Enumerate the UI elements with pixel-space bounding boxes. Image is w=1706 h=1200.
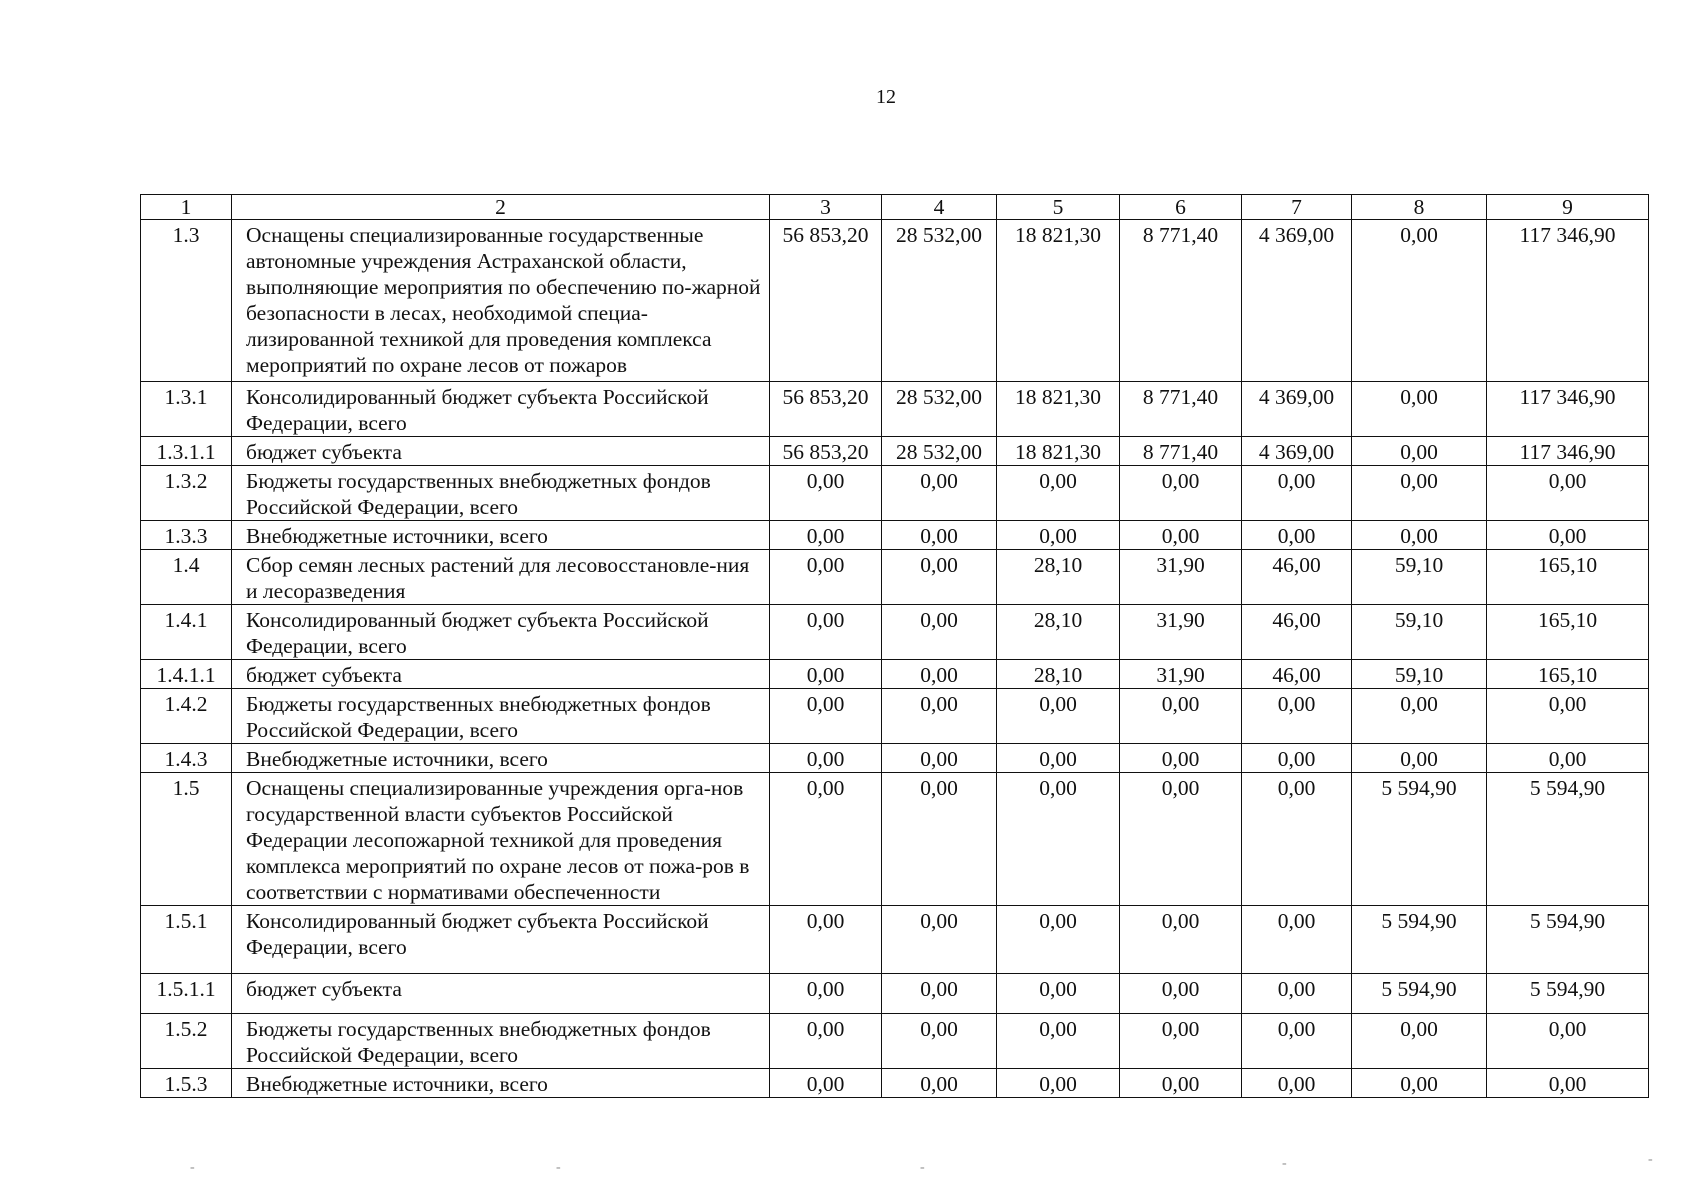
row-value-col-3: 56 853,20 (770, 437, 882, 466)
row-value-col-4: 0,00 (882, 660, 997, 689)
row-description: Оснащены специализированные государственные автономные учреждения Астраханской области, выполняющие мероприятия по обеспечению по-жарной безопасности в лесах, необходимой специа-лизированной техникой для проведения комплекса мероприятий по охране лесов от пожаров (232, 220, 770, 382)
row-value-col-8: 0,00 (1352, 437, 1487, 466)
row-description: бюджет субъекта (232, 974, 770, 1014)
row-value-col-9: 0,00 (1487, 466, 1649, 521)
row-value-col-6: 31,90 (1120, 605, 1242, 660)
row-code: 1.3.1.1 (141, 437, 232, 466)
table-row (141, 1069, 1649, 1098)
row-value-col-6: 0,00 (1120, 689, 1242, 744)
row-value-col-9: 0,00 (1487, 744, 1649, 773)
row-description: Сбор семян лесных растений для лесовосстановле-ния и лесоразведения (232, 550, 770, 605)
row-value-col-7: 4 369,00 (1242, 220, 1352, 382)
row-value-col-4: 0,00 (882, 773, 997, 906)
row-value-col-9: 165,10 (1487, 605, 1649, 660)
table-row (141, 773, 1649, 906)
row-value-col-5: 0,00 (997, 974, 1120, 1014)
row-code: 1.4.3 (141, 744, 232, 773)
row-value-col-8: 0,00 (1352, 1014, 1487, 1069)
row-value-col-4: 28 532,00 (882, 382, 997, 437)
row-value-col-7: 0,00 (1242, 1069, 1352, 1098)
row-value-col-7: 0,00 (1242, 744, 1352, 773)
column-header: 3 (770, 195, 882, 220)
row-value-col-8: 59,10 (1352, 605, 1487, 660)
row-value-col-8: 0,00 (1352, 521, 1487, 550)
row-value-col-4: 0,00 (882, 466, 997, 521)
row-description: Внебюджетные источники, всего (232, 744, 770, 773)
row-value-col-8: 59,10 (1352, 550, 1487, 605)
row-value-col-4: 0,00 (882, 1069, 997, 1098)
row-value-col-6: 0,00 (1120, 773, 1242, 906)
row-code: 1.4.2 (141, 689, 232, 744)
row-value-col-8: 0,00 (1352, 220, 1487, 382)
row-value-col-7: 46,00 (1242, 550, 1352, 605)
table-row (141, 466, 1649, 521)
row-code: 1.4.1 (141, 605, 232, 660)
table-row (141, 220, 1649, 382)
row-value-col-5: 0,00 (997, 521, 1120, 550)
row-value-col-3: 0,00 (770, 605, 882, 660)
table-row (141, 1014, 1649, 1069)
row-value-col-7: 0,00 (1242, 521, 1352, 550)
row-value-col-5: 28,10 (997, 605, 1120, 660)
row-code: 1.3.1 (141, 382, 232, 437)
row-value-col-7: 0,00 (1242, 773, 1352, 906)
table-row (141, 437, 1649, 466)
row-value-col-3: 0,00 (770, 660, 882, 689)
scan-dot: - (556, 1160, 561, 1175)
row-value-col-3: 0,00 (770, 773, 882, 906)
row-value-col-7: 0,00 (1242, 906, 1352, 974)
row-value-col-9: 0,00 (1487, 1014, 1649, 1069)
row-value-col-6: 8 771,40 (1120, 220, 1242, 382)
table-row (141, 382, 1649, 437)
row-value-col-5: 0,00 (997, 1069, 1120, 1098)
row-value-col-6: 0,00 (1120, 974, 1242, 1014)
row-value-col-6: 8 771,40 (1120, 437, 1242, 466)
budget-table (140, 194, 1649, 1098)
row-value-col-5: 28,10 (997, 550, 1120, 605)
row-value-col-5: 0,00 (997, 689, 1120, 744)
row-value-col-8: 0,00 (1352, 382, 1487, 437)
row-value-col-3: 0,00 (770, 974, 882, 1014)
row-value-col-3: 0,00 (770, 550, 882, 605)
row-value-col-9: 117 346,90 (1487, 382, 1649, 437)
table-row (141, 974, 1649, 1014)
column-header: 5 (997, 195, 1120, 220)
row-value-col-3: 56 853,20 (770, 382, 882, 437)
column-header: 9 (1487, 195, 1649, 220)
scan-dot: - (190, 1160, 195, 1175)
row-value-col-9: 0,00 (1487, 1069, 1649, 1098)
row-value-col-4: 0,00 (882, 521, 997, 550)
row-description: Внебюджетные источники, всего (232, 1069, 770, 1098)
row-value-col-6: 31,90 (1120, 660, 1242, 689)
row-value-col-8: 5 594,90 (1352, 974, 1487, 1014)
row-value-col-7: 0,00 (1242, 974, 1352, 1014)
row-value-col-4: 0,00 (882, 689, 997, 744)
row-value-col-5: 0,00 (997, 466, 1120, 521)
row-value-col-9: 165,10 (1487, 550, 1649, 605)
row-code: 1.5 (141, 773, 232, 906)
row-description: Бюджеты государственных внебюджетных фондов Российской Федерации, всего (232, 689, 770, 744)
table-row (141, 744, 1649, 773)
row-value-col-4: 28 532,00 (882, 220, 997, 382)
row-value-col-4: 0,00 (882, 974, 997, 1014)
column-header: 4 (882, 195, 997, 220)
page-number: 12 (876, 86, 896, 108)
row-value-col-9: 5 594,90 (1487, 773, 1649, 906)
row-value-col-9: 0,00 (1487, 689, 1649, 744)
row-value-col-8: 0,00 (1352, 1069, 1487, 1098)
row-value-col-3: 56 853,20 (770, 220, 882, 382)
row-value-col-5: 28,10 (997, 660, 1120, 689)
row-value-col-4: 0,00 (882, 906, 997, 974)
row-value-col-5: 18 821,30 (997, 437, 1120, 466)
table-row (141, 906, 1649, 974)
row-description: Бюджеты государственных внебюджетных фондов Российской Федерации, всего (232, 1014, 770, 1069)
row-value-col-9: 5 594,90 (1487, 906, 1649, 974)
row-value-col-6: 0,00 (1120, 1014, 1242, 1069)
row-value-col-7: 46,00 (1242, 660, 1352, 689)
row-value-col-4: 0,00 (882, 1014, 997, 1069)
row-value-col-5: 0,00 (997, 773, 1120, 906)
row-value-col-7: 4 369,00 (1242, 382, 1352, 437)
row-value-col-8: 59,10 (1352, 660, 1487, 689)
scan-dot: - (920, 1160, 925, 1175)
row-value-col-7: 4 369,00 (1242, 437, 1352, 466)
row-value-col-3: 0,00 (770, 521, 882, 550)
scan-dot: - (1282, 1156, 1287, 1171)
scan-dot: - (1648, 1152, 1653, 1167)
row-value-col-5: 0,00 (997, 744, 1120, 773)
row-value-col-6: 31,90 (1120, 550, 1242, 605)
row-value-col-5: 0,00 (997, 906, 1120, 974)
column-header: 7 (1242, 195, 1352, 220)
row-description: Бюджеты государственных внебюджетных фондов Российской Федерации, всего (232, 466, 770, 521)
row-value-col-6: 0,00 (1120, 744, 1242, 773)
row-value-col-5: 18 821,30 (997, 220, 1120, 382)
row-code: 1.5.1 (141, 906, 232, 974)
row-value-col-4: 0,00 (882, 605, 997, 660)
row-value-col-9: 5 594,90 (1487, 974, 1649, 1014)
table-row (141, 521, 1649, 550)
row-value-col-3: 0,00 (770, 744, 882, 773)
row-value-col-8: 5 594,90 (1352, 906, 1487, 974)
row-code: 1.4 (141, 550, 232, 605)
row-value-col-8: 5 594,90 (1352, 773, 1487, 906)
row-description: Консолидированный бюджет субъекта Российской Федерации, всего (232, 382, 770, 437)
row-code: 1.5.3 (141, 1069, 232, 1098)
column-header: 8 (1352, 195, 1487, 220)
row-code: 1.4.1.1 (141, 660, 232, 689)
row-value-col-7: 46,00 (1242, 605, 1352, 660)
row-code: 1.3.3 (141, 521, 232, 550)
column-header: 6 (1120, 195, 1242, 220)
row-code: 1.5.1.1 (141, 974, 232, 1014)
row-description: Консолидированный бюджет субъекта Российской Федерации, всего (232, 906, 770, 974)
row-value-col-3: 0,00 (770, 1069, 882, 1098)
row-value-col-6: 0,00 (1120, 1069, 1242, 1098)
row-value-col-5: 18 821,30 (997, 382, 1120, 437)
row-description: Оснащены специализированные учреждения орга-нов государственной власти субъектов Российской Федерации лесопожарной техникой для проведения комплекса мероприятий по охране лесов от пожа-ров в соответствии с нормативами обеспеченности (232, 773, 770, 906)
table-body (141, 220, 1649, 1098)
row-code: 1.5.2 (141, 1014, 232, 1069)
row-value-col-9: 117 346,90 (1487, 220, 1649, 382)
row-value-col-4: 0,00 (882, 744, 997, 773)
table-row (141, 550, 1649, 605)
row-value-col-3: 0,00 (770, 1014, 882, 1069)
row-value-col-7: 0,00 (1242, 1014, 1352, 1069)
table-row (141, 689, 1649, 744)
row-value-col-3: 0,00 (770, 466, 882, 521)
column-header: 1 (141, 195, 232, 220)
row-value-col-6: 0,00 (1120, 466, 1242, 521)
row-description: бюджет субъекта (232, 660, 770, 689)
row-value-col-8: 0,00 (1352, 689, 1487, 744)
column-header: 2 (232, 195, 770, 220)
row-value-col-4: 0,00 (882, 550, 997, 605)
row-value-col-4: 28 532,00 (882, 437, 997, 466)
table-row (141, 605, 1649, 660)
row-code: 1.3.2 (141, 466, 232, 521)
table-row (141, 660, 1649, 689)
table-header-row (141, 195, 1649, 220)
row-value-col-3: 0,00 (770, 689, 882, 744)
row-value-col-8: 0,00 (1352, 466, 1487, 521)
row-description: Внебюджетные источники, всего (232, 521, 770, 550)
row-value-col-9: 117 346,90 (1487, 437, 1649, 466)
row-value-col-6: 8 771,40 (1120, 382, 1242, 437)
row-value-col-6: 0,00 (1120, 521, 1242, 550)
row-value-col-9: 0,00 (1487, 521, 1649, 550)
row-value-col-7: 0,00 (1242, 466, 1352, 521)
row-description: Консолидированный бюджет субъекта Российской Федерации, всего (232, 605, 770, 660)
row-value-col-5: 0,00 (997, 1014, 1120, 1069)
row-code: 1.3 (141, 220, 232, 382)
row-description: бюджет субъекта (232, 437, 770, 466)
row-value-col-8: 0,00 (1352, 744, 1487, 773)
row-value-col-7: 0,00 (1242, 689, 1352, 744)
row-value-col-9: 165,10 (1487, 660, 1649, 689)
row-value-col-3: 0,00 (770, 906, 882, 974)
row-value-col-6: 0,00 (1120, 906, 1242, 974)
